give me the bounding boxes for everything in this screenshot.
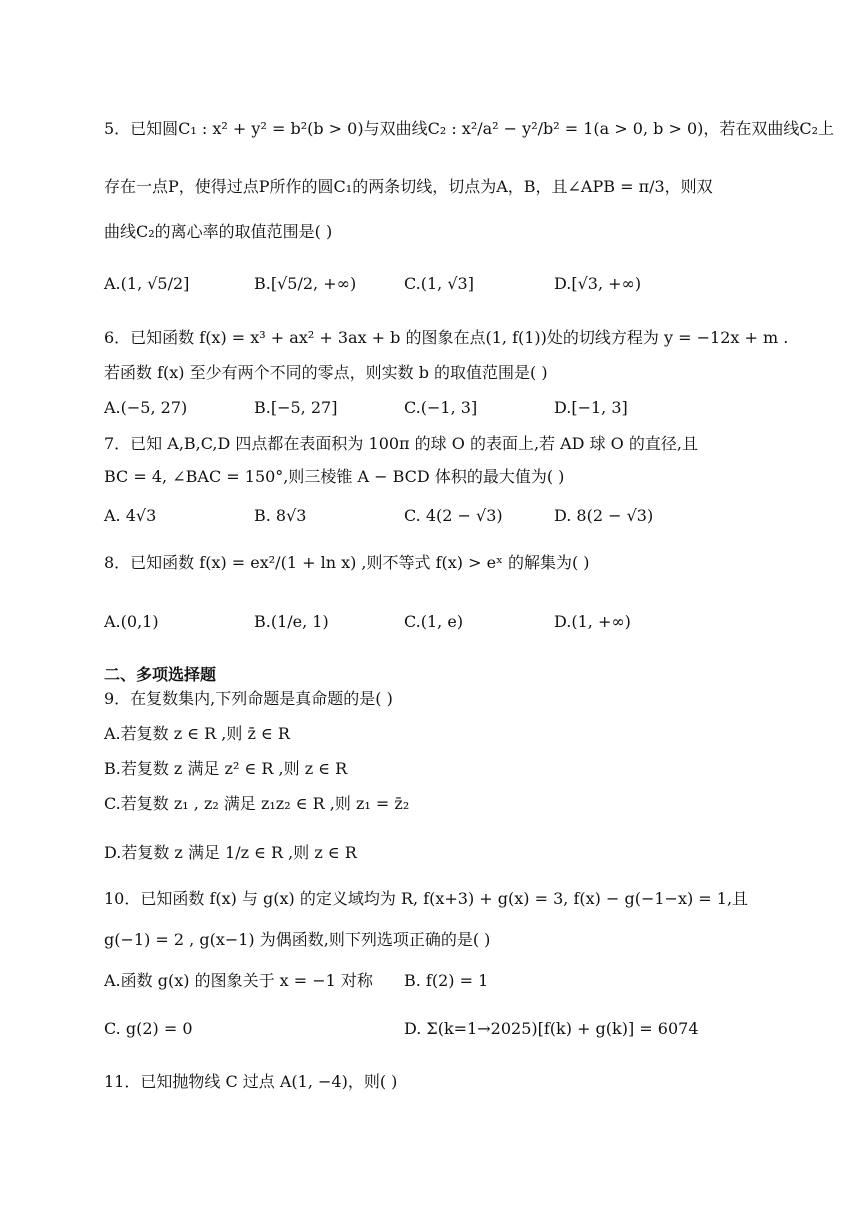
q10-option-c: C. g(2) = 0 xyxy=(104,1019,193,1038)
q10-line-2: g(−1) = 2 , g(x−1) 为偶函数,则下列选项正确的是( ) xyxy=(104,930,491,949)
q10-option-b: B. f(2) = 1 xyxy=(404,971,489,990)
q5-line-1: 5．已知圆C₁ : x² + y² = b²(b > 0)与双曲线C₂ : x²/a² − y²/b² = 1(a > 0, b > 0)，若在双曲线C₂上 xyxy=(104,119,835,138)
q6-line-1: 6．已知函数 f(x) = x³ + ax² + 3ax + b 的图象在点(1, f(1))处的切线方程为 y = −12x + m . xyxy=(104,328,789,347)
q11-line-1: 11．已知抛物线 C 过点 A(1, −4)，则( ) xyxy=(104,1072,398,1091)
q10-line-1: 10．已知函数 f(x) 与 g(x) 的定义域均为 R, f(x+3) + g(x) = 3, f(x) − g(−1−x) = 1,且 xyxy=(104,889,749,908)
q5-option-a: A.(1, √5/2] xyxy=(104,274,190,293)
q8-option-b: B.(1/e, 1) xyxy=(254,612,329,631)
q9-line-1: 9．在复数集内,下列命题是真命题的是( ) xyxy=(104,689,393,708)
q9-option-d: D.若复数 z 满足 1/z ∈ R ,则 z ∈ R xyxy=(104,843,357,862)
q6-option-b: B.[−5, 27] xyxy=(254,398,338,417)
q6-option-c: C.(−1, 3] xyxy=(404,398,478,417)
q7-line-2: BC = 4, ∠BAC = 150°,则三棱锥 A − BCD 体积的最大值为( ) xyxy=(104,467,565,486)
q10-option-d: D. Σ(k=1→2025)[f(k) + g(k)] = 6074 xyxy=(404,1019,699,1038)
q7-line-1: 7．已知 A,B,C,D 四点都在表面积为 100π 的球 O 的表面上,若 AD 球 O 的直径,且 xyxy=(104,434,698,453)
q6-option-d: D.[−1, 3] xyxy=(554,398,628,417)
q7-option-a: A. 4√3 xyxy=(104,506,157,525)
q5-option-b: B.[√5/2, +∞) xyxy=(254,274,357,293)
q7-option-c: C. 4(2 − √3) xyxy=(404,506,503,525)
q5-line-2: 存在一点P，使得过点P所作的圆C₁的两条切线，切点为A，B，且∠APB = π/3，则双 xyxy=(104,177,713,196)
q6-line-2: 若函数 f(x) 至少有两个不同的零点，则实数 b 的取值范围是( ) xyxy=(104,363,548,382)
q10-option-a: A.函数 g(x) 的图象关于 x = −1 对称 xyxy=(104,971,373,990)
q8-option-c: C.(1, e) xyxy=(404,612,464,631)
q8-option-d: D.(1, +∞) xyxy=(554,612,631,631)
q9-option-b: B.若复数 z 满足 z² ∈ R ,则 z ∈ R xyxy=(104,759,348,778)
q7-option-d: D. 8(2 − √3) xyxy=(554,506,654,525)
q8-option-a: A.(0,1) xyxy=(104,612,159,631)
q5-option-d: D.[√3, +∞) xyxy=(554,274,642,293)
q5-option-c: C.(1, √3] xyxy=(404,274,474,293)
q8-line-1: 8．已知函数 f(x) = ex²/(1 + ln x) ,则不等式 f(x) > eˣ 的解集为( ) xyxy=(104,553,590,572)
q7-option-b: B. 8√3 xyxy=(254,506,307,525)
q9-option-c: C.若复数 z₁ , z₂ 满足 z₁z₂ ∈ R ,则 z₁ = z̄₂ xyxy=(104,794,410,813)
section-2-heading: 二、多项选择题 xyxy=(104,665,217,684)
q9-option-a: A.若复数 z ∈ R ,则 z̄ ∈ R xyxy=(104,724,290,743)
q5-line-3: 曲线C₂的离心率的取值范围是( ) xyxy=(104,222,333,241)
q6-option-a: A.(−5, 27) xyxy=(104,398,188,417)
